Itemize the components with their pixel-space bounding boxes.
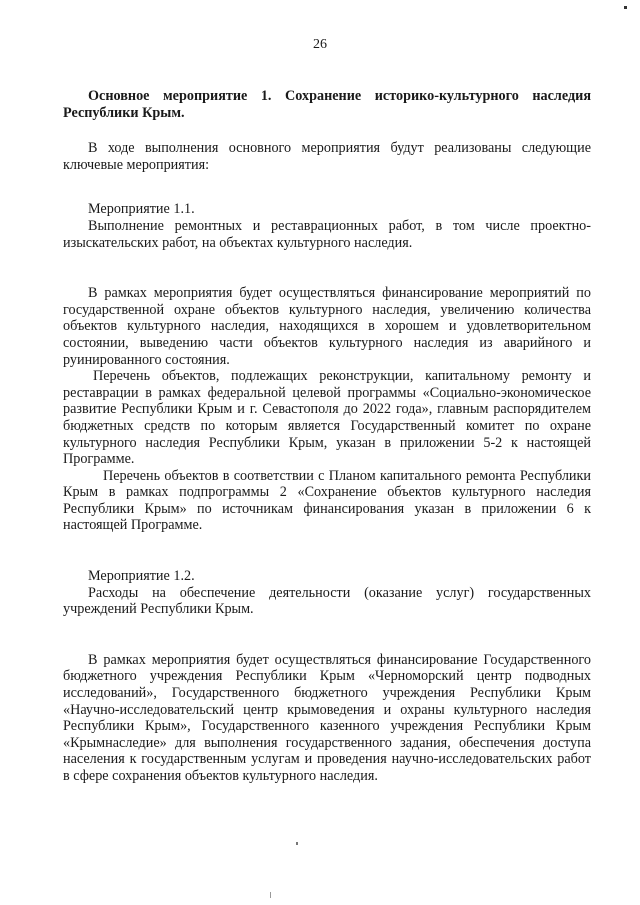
- document-body: [63, 88, 591, 785]
- activity-1-1-label: Мероприятие 1.1.: [88, 201, 195, 218]
- section-heading: Основное мероприятие 1. Сохранение историко-культурного наследия Республики Крым.: [63, 88, 591, 121]
- activity-1-1-title: Выполнение ремонтных и реставрационных работ, в том числе проектно-изыскательских работ, на объектах культурного наследия.: [63, 217, 591, 251]
- scan-mark: [624, 6, 627, 9]
- activity-1-2-paragraph: В рамках мероприятия будет осуществляться финансирование Государственного бюджетного учреждения Республики Крым «Черноморский центр подводных исследований», Государственного бюджетного учреждения Республики Крым «Научно-исследовательский центр крымоведения и охраны культурного наследия Республики Крым», Государственного казенного учреждения Республики Крым «Крымнаследие» для выполнения государственного задания, обеспечения доступа населения к государственным услугам и проведения научно-исследовательских работ в сфере сохранения объектов культурного наследия.: [63, 651, 591, 784]
- intro-paragraph: В ходе выполнения основного мероприятия будут реализованы следующие ключевые мероприятия:: [63, 140, 591, 173]
- scan-mark: [270, 892, 271, 898]
- page-number: 26: [313, 37, 327, 52]
- activity-1-2-title: Расходы на обеспечение деятельности (оказание услуг) государственных учреждений Республики Крым.: [63, 584, 591, 618]
- activity-1-1-paragraph: Перечень объектов, подлежащих реконструкции, капитальному ремонту и реставрации в рамках федеральной целевой программы «Социально-экономическое развитие Республики Крым и г. Севастополя до 2022 года», главным распорядителем бюджетных средств по которым является Государственный комитет по охране культурного наследия Республики Крым, указан в приложении 5-2 к настоящей Программе.: [63, 368, 591, 468]
- scan-mark: [296, 842, 298, 845]
- activity-1-1-paragraph: В рамках мероприятия будет осуществляться финансирование мероприятий по государственной охране объектов культурного наследия, увеличению количества объектов культурного наследия, находящихся в хорошем и удовлетворительном состоянии, выведению части объектов культурного наследия из аварийного и руинированного состояния.: [63, 285, 591, 368]
- activity-1-2-label: Мероприятие 1.2.: [88, 568, 195, 585]
- activity-1-1-paragraph: Перечень объектов в соответствии с Планом капитального ремонта Республики Крым в рамках подпрограммы 2 «Сохранение объектов культурного наследия Республики Крым» по источникам финансирования указан в приложении 6 к настоящей Программе.: [63, 467, 591, 534]
